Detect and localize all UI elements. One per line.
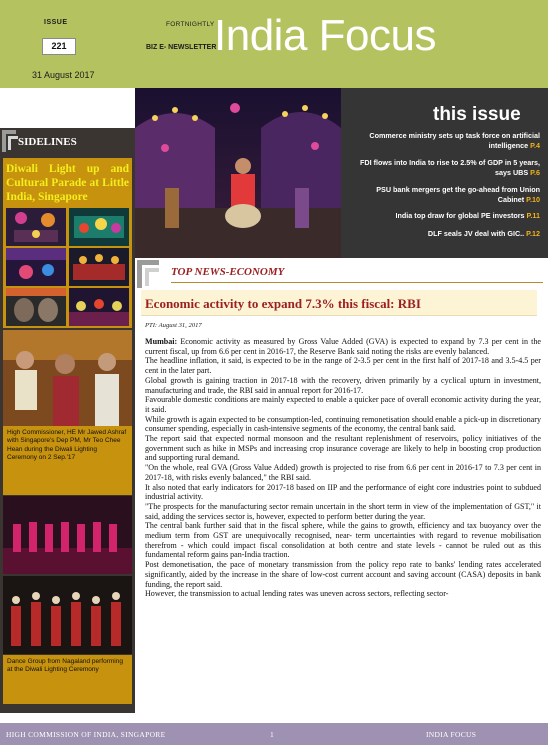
paragraph-text: Economic activity as measured by Gross Value Added (GVA) is expected to expand by 7.3 per cent in the current fiscal, up from 6.6 per cent in 2016-17, the Reserve Bank said noting the risks are evenly balanced. — [145, 337, 541, 356]
article-paragraph: Favourable domestic conditions are mainly expected to enable a quicker pace of overall economic activity during the year, it said. — [145, 395, 541, 414]
this-issue-panel — [341, 88, 548, 258]
toc-item-page: P.11 — [526, 211, 540, 220]
toc-item-page: P.6 — [530, 168, 540, 177]
toc-item-text: FDI flows into India to rise to 2.5% of GDP in 5 years, says UBS — [360, 158, 540, 177]
this-issue-title: this issue — [433, 104, 521, 125]
page-footer — [0, 713, 548, 748]
article-paragraph: The central bank further said that in the fiscal sphere, while the gains to growth, efficiency and tax buoyancy over the medium term from GST are unequivocally recognised, near- term uncertainties with regard to revenue mobilisation therefrom - which could impact fiscal consolidation at both centre and state levels - cannot be ruled out as this fundamental reform gains pan-India traction. — [145, 521, 541, 560]
toc-item-text: Commerce ministry sets up task force on artificial intelligence — [369, 131, 540, 150]
issue-number: 221 — [42, 38, 76, 55]
dignitaries-caption-box — [3, 426, 132, 495]
article-paragraph: Global growth is gaining traction in 2017-18 with the recovery, driven primarily by a cyclical upturn in investment, manufacturing and trade, the RBI said in annual report for 2016-17. — [145, 375, 541, 395]
article-paragraph: Post demonetisation, the pace of monetary transmission from the policy repo rate to banks' lending rates accelerated significantly, aided by the increase in the share of low-cost current account and saving account (CASA) deposits in bank funding, the report said. — [145, 560, 541, 589]
newsletter-label: BIZ E- NEWSLETTER — [146, 44, 217, 51]
article-paragraph: It also noted that early indicators for 2017-18 based on IIP and the performance of eight core industries point to subdued industrial activity. — [145, 482, 541, 502]
footer-org: HIGH COMMISSION OF INDIA, SINGAPORE — [6, 730, 166, 739]
diwali-photo-5 — [6, 288, 66, 326]
article-paragraph — [145, 337, 541, 356]
toc-item-text: India top draw for global PE investors — [395, 211, 525, 220]
issue-label: ISSUE — [44, 19, 68, 26]
article-paragraph: However, the transmission to actual lending rates was uneven across sectors, reflecting sector- — [145, 589, 449, 599]
dignitaries-photo — [3, 330, 132, 426]
sidelines-lead — [3, 158, 132, 328]
article-paragraph: "The prospects for the manufacturing sector remain uncertain in the short term in view of the implementation of GST," it said, adding the services sector is, however, expected to perform better during the year. — [145, 501, 541, 521]
frequency-label: FORTNIGHTLY — [166, 21, 215, 28]
article-body — [145, 337, 541, 599]
diwali-photo-2 — [69, 208, 129, 246]
diwali-photo-6 — [69, 288, 129, 326]
corner-bracket-icon — [137, 260, 167, 290]
nagaland-dance-photo — [3, 576, 132, 654]
section-label: TOP NEWS-ECONOMY — [171, 266, 285, 278]
diwali-parade-photo — [135, 88, 341, 258]
article-paragraph: The report said that expected normal monsoon and the resultant replenishment of reservoirs, policy initiatives of the government such as hike in MSPs and increasing crop insurance coverage are likely to help in boosting crop production and supporting rural demand. — [145, 434, 541, 463]
diwali-photo-1 — [6, 208, 66, 246]
page-number: 1 — [270, 730, 275, 739]
section-divider — [171, 282, 543, 283]
dignitaries-caption: High Commissioner, HE Mr Jawed Ashraf with Singapore's Dep PM, Mr Teo Chee Hean during the Diwali Lighting Ceremony on 2 Sep.'17 — [7, 429, 127, 462]
sidelines-sidebar — [0, 128, 135, 713]
article-paragraph: The headline inflation, it said, is expected to be in the range of 2-3.5 per cent in the first half of 2017-18 and 3.5-4.5 per cent in the later part. — [145, 356, 541, 376]
toc-item-page: P.4 — [530, 141, 540, 150]
stage-dance-photo — [3, 496, 132, 574]
nagaland-caption-box — [3, 655, 132, 704]
article-paragraph: While growth is again expected to be consumption-led, continuing remonetisation should enable a pick-up in discretionary consumer spending, especially in cash-intensive segments of the economy, the central bank said. — [145, 414, 541, 434]
toc-item-page: P.10 — [526, 195, 540, 204]
dateline: Mumbai: — [145, 337, 178, 346]
diwali-photo-3 — [6, 248, 66, 286]
article-title: Economic activity to expand 7.3% this fiscal: RBI — [145, 296, 421, 311]
toc-item-3[interactable] — [352, 185, 540, 205]
masthead-header — [0, 0, 548, 88]
toc-item-text: PSU bank mergers get the go-ahead from Union Cabinet — [376, 185, 540, 204]
main-article — [135, 258, 548, 713]
toc-item-5[interactable] — [352, 229, 540, 239]
nagaland-caption: Dance Group from Nagaland performing at the Diwali Lighting Ceremony — [7, 658, 123, 674]
toc-item-4[interactable] — [352, 211, 540, 221]
toc-item-page: P.12 — [526, 229, 540, 238]
toc-item-text: DLF seals JV deal with GIC.. — [427, 229, 525, 238]
toc-item-1[interactable] — [352, 131, 540, 151]
toc-item-2[interactable] — [352, 158, 540, 178]
article-byline: PTI: August 31, 2017 — [145, 322, 202, 329]
sidelines-title: SIDELINES — [18, 136, 77, 148]
footer-publication: INDIA FOCUS — [426, 730, 477, 739]
article-title-box — [141, 290, 537, 316]
diwali-photo-4 — [69, 248, 129, 286]
sidelines-headline: Diwali Light up and Cultural Parade at Little India, Singapore — [6, 163, 129, 203]
sidelines-title-bar — [0, 128, 135, 158]
masthead-title: India Focus — [214, 11, 436, 60]
article-paragraph: "On the whole, real GVA (Gross Value Added) growth is projected to rise from 6.6 per cent in 2016-17 to 7.3 per cent in 2017-18, with risks evenly balanced," the RBI said. — [145, 463, 541, 482]
issue-date: 31 August 2017 — [32, 70, 95, 80]
